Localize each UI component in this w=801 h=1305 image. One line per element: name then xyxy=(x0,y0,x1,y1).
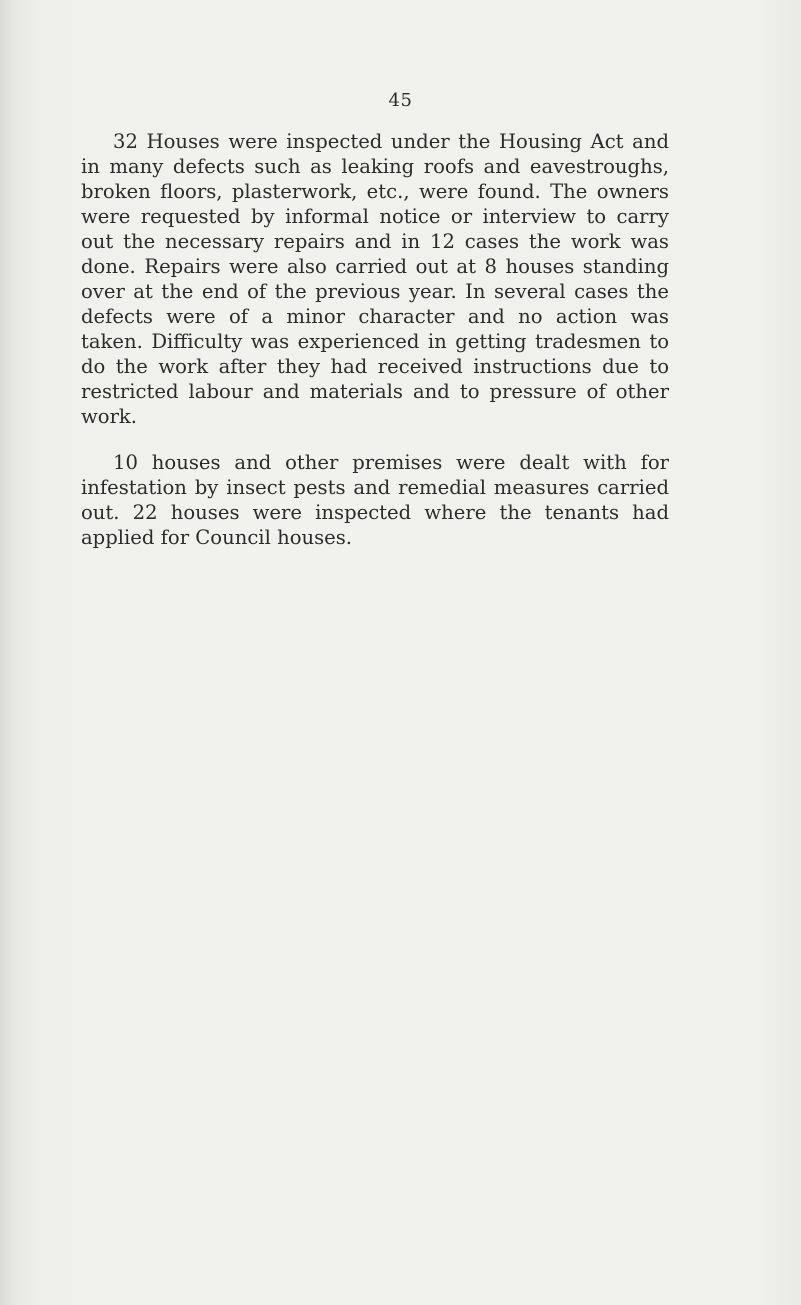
paragraph-infestation: 10 houses and other premises were dealt with for infestation by insect pests and remedial measures carried out. 22 houses were inspected where the tenants had applied for Council houses. xyxy=(81,451,669,549)
paragraph-housing-inspections: 32 Houses were inspected under the Housing Act and in many defects such as leaking roofs and eavestroughs, broken floors, plasterwork, etc., were found. The owners were requested by informal notice or interview to carry out the necessary repairs and in 12 cases the work was done. Repairs were also carried out at 8 houses standing over at the end of the previous year. In several cases the defects were of a minor character and no action was taken. Difficulty was experienced in getting tradesmen to do the work after they had received instructions due to restricted labour and materials and to pressure of other work. xyxy=(81,130,669,428)
body-text xyxy=(81,129,669,550)
page-number: 45 xyxy=(388,90,413,111)
